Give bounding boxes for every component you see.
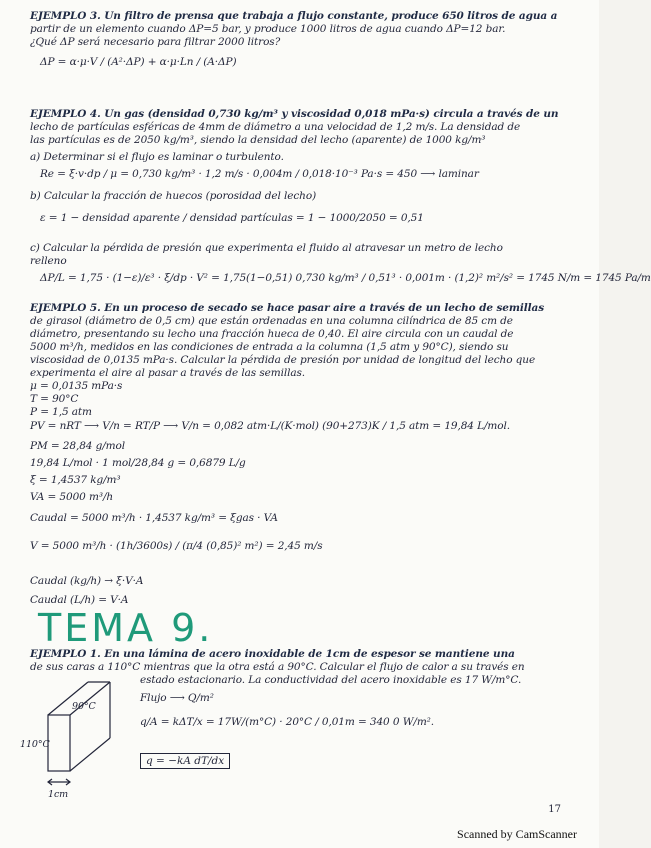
example-heading: EJEMPLO 3. Un filtro de prensa que trabaja a flujo constante, produce 650 litros de agua a [30,10,558,22]
slab-edge [70,738,110,771]
note-line: a) Determinar si el flujo es laminar o turbulento. [30,151,284,163]
label-cold-face: 90°C [72,701,96,712]
note-line: V = 5000 m³/h · (1h/3600s) / (π/4 (0,85)² m²) = 2,45 m/s [30,540,323,552]
note-line: partir de un elemento cuando ΔP=5 bar, y produce 1000 litros de agua cuando ΔP=12 bar. [30,23,506,35]
note-line: PV = nRT ⟶ V/n = RT/P ⟶ V/n = 0,082 atm·L/(K·mol) (90+273)K / 1,5 atm = 19,84 L/mol. [30,420,511,432]
note-line: μ = 0,0135 mPa·s [30,380,123,392]
note-line: las partículas es de 2050 kg/m³, siendo la densidad del lecho (aparente) de 1000 kg/m³ [30,134,486,146]
fourier-law-box: q = −kA dT/dx [140,753,230,769]
note-line: b) Calcular la fracción de huecos (porosidad del lecho) [30,190,317,202]
note-line: VA = 5000 m³/h [30,491,114,503]
note-line: Caudal = 5000 m³/h · 1,4537 kg/m³ = ξgas · VA [30,512,278,524]
slab-front-face [48,715,70,771]
note-line: lecho de partículas esféricas de 4mm de diámetro a una velocidad de 1,2 m/s. La densidad de [30,121,521,133]
note-line: viscosidad de 0,0135 mPa·s. Calcular la pérdida de presión por unidad de longitud del lecho que [30,354,536,366]
note-line: q/A = kΔT/x = 17W/(m°C) · 20°C / 0,01m = 340 0 W/m². [140,716,435,728]
example-heading: EJEMPLO 5. En un proceso de secado se hace pasar aire a través de un lecho de semillas [30,302,545,314]
note-line: Caudal (kg/h) → ξ·V·A [30,575,144,587]
note-line: 19,84 L/mol · 1 mol/28,84 g = 0,6879 L/g [30,457,246,469]
note-line: ξ = 1,4537 kg/m³ [30,474,121,486]
note-line: T = 90°C [30,393,79,405]
note-line: experimenta el aire al pasar a través de las semillas. [30,367,306,379]
example-heading: EJEMPLO 4. Un gas (densidad 0,730 kg/m³ y viscosidad 0,018 mPa·s) circula a través de un [30,108,559,120]
note-line: Caudal (L/h) = V·A [30,594,129,606]
note-line: relleno [30,255,67,267]
note-line: 5000 m³/h, medidos en las condiciones de entrada a la columna (1,5 atm y 90°C), siendo su [30,341,509,353]
note-line: c) Calcular la pérdida de presión que experimenta el fluido al atravesar un metro de lecho [30,242,503,254]
note-line: ¿Qué ΔP será necesario para filtrar 2000 litros? [30,36,281,48]
note-line: P = 1,5 atm [30,406,92,418]
page-number: 17 [548,804,561,815]
note-line: diámetro, presentando su lecho una fracción hueca de 0,40. El aire circula con un caudal de [30,328,514,340]
note-line: Re = ξ·v·dp / μ = 0,730 kg/m³ · 1,2 m/s · 0,004m / 0,018·10⁻³ Pa·s = 450 ⟶ laminar [40,168,479,180]
label-thickness: 1cm [48,789,69,800]
note-line: de girasol (diámetro de 0,5 cm) que están ordenadas en una columna cilíndrica de 85 cm de [30,315,513,327]
section-title: TEMA 9. [38,606,214,650]
note-line: de sus caras a 110°C mientras que la otra está a 90°C. Calcular el flujo de calor a su través en [30,661,525,673]
camscanner-watermark: Scanned by CamScanner [457,827,577,841]
note-line: ε = 1 − densidad aparente / densidad partículas = 1 − 1000/2050 = 0,51 [40,212,424,224]
note-line: ΔP/L = 1,75 · (1−ε)/ε³ · ξ/dp · V² = 1,75(1−0,51) 0,730 kg/m³ / 0,51³ · 0,001m · (1,2)² m²/s² = 1745 N/m = 1745 Pa/m [40,272,651,284]
example-heading: EJEMPLO 1. En una lámina de acero inoxidable de 1cm de espesor se mantiene una [30,648,515,660]
note-line: PM = 28,84 g/mol [30,440,125,452]
label-hot-face: 110°C [20,739,50,750]
note-line: estado estacionario. La conductividad del acero inoxidable es 17 W/m°C. [140,674,522,686]
note-line: ΔP = α·μ·V / (A²·ΔP) + α·μ·Ln / (A·ΔP) [40,56,237,68]
note-line: Flujo ⟶ Q/m² [140,692,214,704]
